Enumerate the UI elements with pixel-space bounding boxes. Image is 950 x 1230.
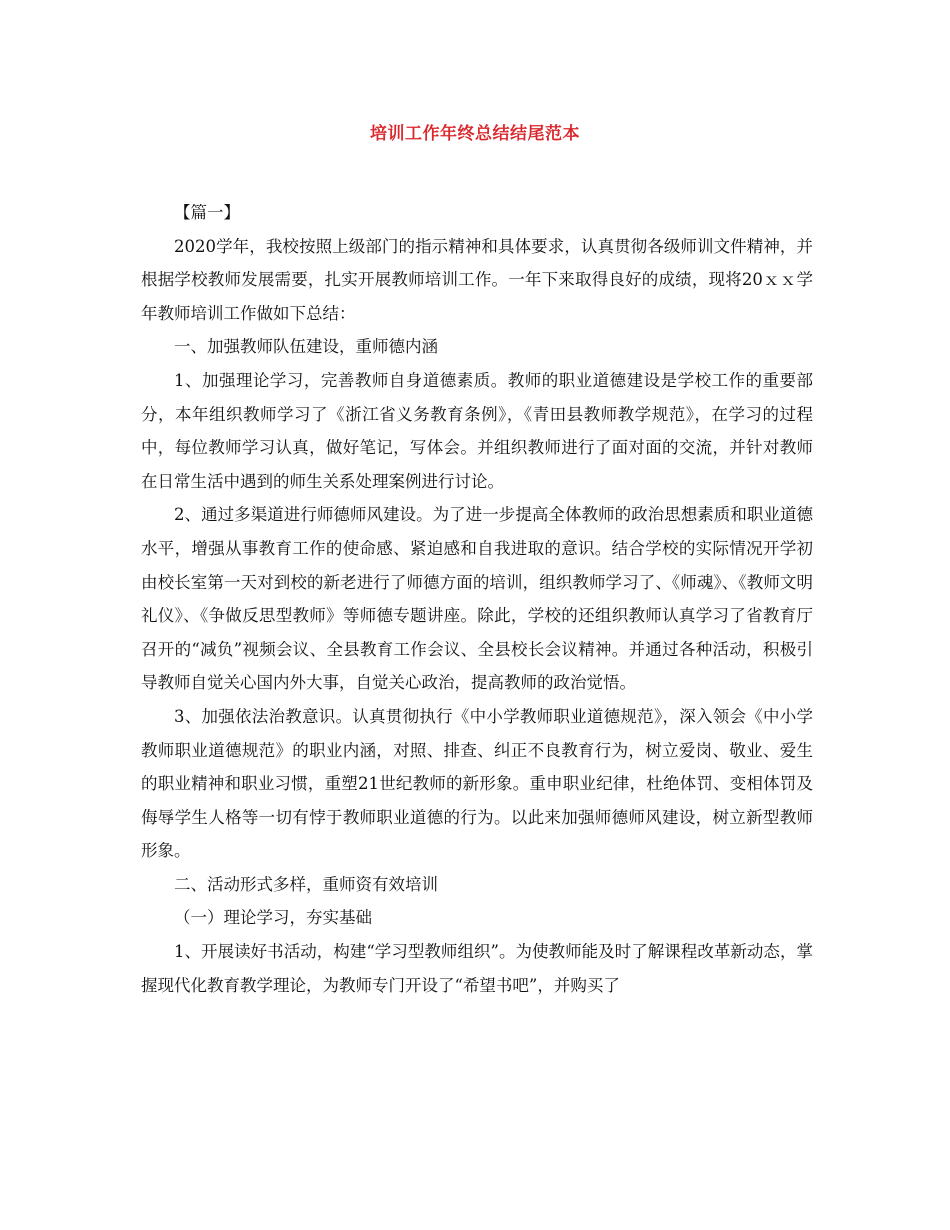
body-paragraph: 2020学年，我校按照上级部门的指示精神和具体要求，认真贯彻各级师训文件精神，并根据学校教师发展需要，扎实开展教师培训工作。一年下来取得良好的成绩，现将20ｘｘ学年教师培训工作做如下总结： [141,236,813,323]
document-title: 培训工作年终总结结尾范本 [370,124,580,144]
body-paragraph: 2、通过多渠道进行师德师风建设。为了进一步提高全体教师的政治思想素质和职业道德水平，增强从事教育工作的使命感、紧迫感和自我进取的意识。结合学校的实际情况开学初由校长室第一天对到校的新老进行了师德方面的培训，组织教师学习了、《师魂》、《教师文明礼仪》、《争做反思型教师》等师德专题讲座。除此，学校的还组织教师认真学习了省教育厅召开的“减负”视频会议、全县教育工作会议、全县校长会议精神。并通过各种活动，积极引导教师自觉关心国内外大事，自觉关心政治，提高教师的政治觉悟。 [141,505,813,693]
document-body [141,196,813,1002]
section-heading: 一、加强教师队伍建设，重师德内涵 [174,337,438,357]
body-paragraph: 3、加强依法治教意识。认真贯彻执行《中小学教师职业道德规范》，深入领会《中小学教师职业道德规范》的职业内涵，对照、排查、纠正不良教育行为，树立爱岗、敬业、爱生的职业精神和职业习惯，重塑21世纪教师的新形象。重申职业纪律，杜绝体罚、变相体罚及侮辱学生人格等一切有悖于教师职业道德的行为。以此来加强师德师风建设，树立新型教师形象。 [141,706,813,861]
body-paragraph: 1、加强理论学习，完善教师自身道德素质。教师的职业道德建设是学校工作的重要部分，本年组织教师学习了《浙江省义务教育条例》，《青田县教师教学规范》，在学习的过程中，每位教师学习认真，做好笔记，写体会。并组织教师进行了面对面的交流，并针对教师在日常生活中遇到的师生关系处理案例进行讨论。 [141,370,813,491]
section-heading: 二、活动形式多样，重师资有效培训 [174,874,438,894]
section-label: 【篇一】 [174,203,240,222]
body-paragraph: 1、开展读好书活动，构建“学习型教师组织”。为使教师能及时了解课程改革新动态，掌握现代化教育教学理论，为教师专门开设了“希望书吧”，并购买了 [141,942,813,995]
subsection-heading: （一）理论学习，夯实基础 [174,908,372,928]
